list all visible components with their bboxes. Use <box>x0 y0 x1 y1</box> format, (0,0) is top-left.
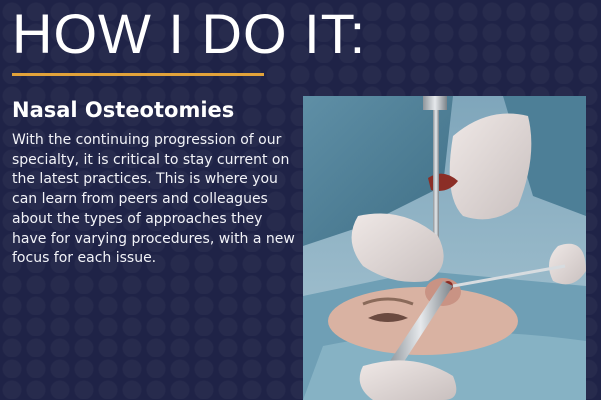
osteotome-handle <box>423 96 447 110</box>
page-title: HOW I DO IT: <box>12 2 367 65</box>
title-underline <box>12 73 264 76</box>
article-subtitle: Nasal Osteotomies <box>12 98 235 122</box>
surgery-photo <box>303 96 586 400</box>
article-body: With the continuing progression of our specialty, it is critical to stay current on the latest practices. This is where you can learn from peers and colleagues about the types of approaches they have for varying procedures, with a new focus for each issue. <box>12 132 295 267</box>
